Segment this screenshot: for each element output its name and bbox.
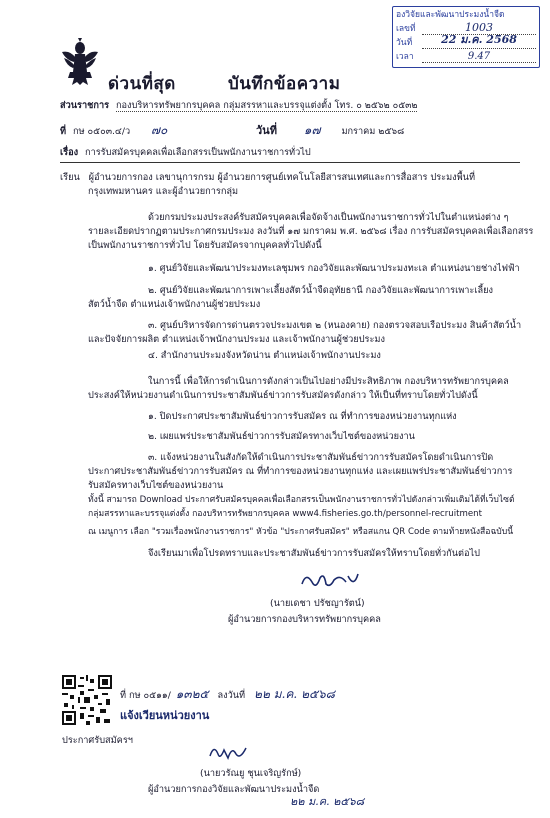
download-line3: ณ เมนูการ เลือก "รวมเรื่องพนักงานราชการ" หัวข้อ "ประกาศรับสมัคร" หรือสแกน QR Code ตามท้ายหนังสือฉบับนี้: [88, 527, 514, 537]
date-rest: มกราคม ๒๕๖๘: [341, 126, 405, 137]
point-1: ๑. ปิดประกาศประชาสัมพันธ์ข่าวการรับสมัคร ณ ที่ทำการของหน่วยงานทุกแห่ง: [148, 411, 457, 422]
qr-caption: ประกาศรับสมัครฯ: [62, 735, 133, 746]
para1-line3: เป็นพนักงานราชการทั่วไป โดยรับสมัครจากบุคคลทั่วไปดังนี้: [88, 240, 322, 251]
to-row: [60, 172, 475, 184]
ref-number: ๗๐: [151, 123, 168, 137]
stamp-receive-label: เลขที่: [396, 24, 416, 34]
point-2: ๒. เผยแพร่ประชาสัมพันธ์ข่าวการรับสมัครทางเว็บไซต์ของหน่วยงาน: [148, 431, 415, 442]
para1-line1: ด้วยกรมประมงประสงค์รับสมัครบุคคลเพื่อจัดจ้างเป็นพนักงานราชการทั่วไปในตำแหน่งต่าง ๆ: [148, 212, 509, 223]
point-3-line3: รับสมัครทางเว็บไซต์ของหน่วยงาน: [88, 480, 224, 491]
signature-2-scribble-icon: [206, 742, 252, 764]
agency-label: ส่วนราชการ: [60, 100, 110, 111]
receiving-stamp: [392, 6, 540, 68]
footer-notify: แจ้งเวียนหน่วยงาน: [120, 709, 210, 722]
item-1: ๑. ศูนย์วิจัยและพัฒนาประมงทะเลชุมพร กองวิจัยและพัฒนาประมงทะเล ตำแหน่งนายช่างไฟฟ้า: [148, 263, 520, 274]
footer-ref-row: [120, 688, 335, 702]
to-line-2: กรุงเทพมหานคร และผู้อำนวยการกลุ่ม: [88, 186, 239, 197]
stamp-time-label: เวลา: [396, 52, 414, 62]
download-line2: กลุ่มสรรหาและบรรจุแต่งตั้ง กองบริหารทรัพยากรบุคคล www4.fisheries.go.th/personnel-recruitment: [88, 509, 482, 519]
signer-2-date: ๒๒ ม.ค. ๒๕๖๘: [290, 795, 365, 808]
stamp-org: องวิจัยและพัฒนาประมงน้ำจืด: [396, 10, 505, 20]
footer-ref-text: ที่ กษ ๐๕๑๑/: [120, 690, 171, 701]
subject-row: [60, 147, 311, 159]
document-type-title: บันทึกข้อความ: [228, 74, 341, 94]
stamp-date-label: วันที่: [396, 38, 413, 48]
garuda-emblem-icon: [60, 38, 100, 86]
ref-value: กษ ๐๕๐๓.๔/ว: [72, 126, 131, 137]
to-label: เรียน: [60, 172, 80, 183]
item-2-line2: สัตว์น้ำจืด ตำแหน่งเจ้าพนักงานผู้ช่วยประมง: [88, 299, 261, 310]
agency-row: [60, 100, 520, 112]
ref-label: ที่: [60, 126, 67, 137]
point-3-line2: ประกาศประชาสัมพันธ์ข่าวการรับสมัคร ณ ที่ทำการของหน่วยงานทุกแห่ง และเผยแพร่ประชาสัมพันธ์ข่าวการ: [88, 466, 513, 477]
footer-ref-hand: ๑๓๒๕: [175, 687, 209, 701]
date-day: ๑๗: [303, 123, 321, 137]
signature-scribble-icon: [296, 568, 366, 594]
para1-line2: รายละเอียดปรากฏตามประกาศกรมประมง ลงวันที่ ๑๗ มกราคม พ.ศ. ๒๕๖๘ เรื่อง การรับสมัครบุคคลเพื่อเลือกสรร: [88, 226, 534, 237]
signer-1-name: (นายเดชา ปรัชญารัตน์): [270, 598, 365, 609]
stamp-date-value: 22 ม.ค. 2568: [422, 30, 536, 49]
item-3-line1: ๓. ศูนย์บริหารจัดการด่านตรวจประมงเขต ๒ (หนองคาย) กองตรวจสอบเรือประมง สินค้าสัตว์น้ำ: [148, 320, 522, 331]
subject-divider: [60, 162, 520, 163]
item-3-line2: และปัจจัยการผลิต ตำแหน่งเจ้าพนักงานประมง และเจ้าพนักงานผู้ช่วยประมง: [88, 334, 385, 345]
download-line1: ทั้งนี้ สามารถ Download ประกาศรับสมัครบุคคลเพื่อเลือกสรรเป็นพนักงานราชการทั่วไปดังกล่าวเพิ่มเติมได้ที่เว็บไซต์: [88, 495, 515, 505]
footer-ref-date: ๒๒ ม.ค. ๒๕๖๘: [254, 687, 335, 701]
para2-line2: ประสงค์ให้หน่วยงานดำเนินการประชาสัมพันธ์ข่าวการรับสมัครดังกล่าว ให้เป็นที่ทราบโดยทั่วไปดังนี้: [88, 390, 478, 401]
date-label: วันที่: [256, 124, 277, 137]
signer-1-title: ผู้อำนวยการกองบริหารทรัพยากรบุคคล: [228, 614, 381, 625]
point-3-line1: ๓. แจ้งหน่วยงานในสังกัดให้ดำเนินการประชาสัมพันธ์ข่าวการรับสมัครโดยดำเนินการปิด: [148, 452, 494, 463]
subject-value: การรับสมัครบุคคลเพื่อเลือกสรรเป็นพนักงานราชการทั่วไป: [85, 147, 311, 158]
para2-line1: ในการนี้ เพื่อให้การดำเนินการดังกล่าวเป็นไปอย่างมีประสิทธิภาพ กองบริหารทรัพยากรบุคคล: [148, 376, 509, 387]
item-4: ๔. สำนักงานประมงจังหวัดน่าน ตำแหน่งเจ้าพนักงานประมง: [148, 350, 381, 361]
closing-line: จึงเรียนมาเพื่อโปรดทราบและประชาสัมพันธ์ข่าวการรับสมัครให้ทราบโดยทั่วกันต่อไป: [148, 548, 480, 559]
item-2-line1: ๒. ศูนย์วิจัยและพัฒนาการเพาะเลี้ยงสัตว์น้ำจืดอุทัยธานี กองวิจัยและพัฒนาการเพาะเลี้ยง: [148, 285, 493, 296]
to-line-1: ผู้อำนวยการกอง เลขานุการกรม ผู้อำนวยการศูนย์เทคโนโลยีสารสนเทศและการสื่อสาร ประมงพื้นที่: [88, 172, 476, 183]
footer-ref-date-label: ลงวันที่: [217, 690, 246, 701]
agency-value: กองบริหารทรัพยากรบุคคล กลุ่มสรรหาและบรรจุแต่งตั้ง โทร. ๐ ๒๕๖๒ ๐๕๓๒: [115, 100, 418, 111]
subject-label: เรื่อง: [60, 147, 79, 158]
qr-code-icon: [62, 675, 112, 725]
signer-2-title: ผู้อำนวยการกองวิจัยและพัฒนาประมงน้ำจืด: [148, 784, 320, 795]
signer-2-name: (นายวรัณยู ชุนเจริญรักษ์): [200, 768, 302, 779]
date-row: [256, 124, 404, 138]
stamp-receive-no: 1003: [422, 21, 536, 35]
stamp-time-value: 9.47: [422, 51, 536, 63]
urgency-label: ด่วนที่สุด: [108, 74, 176, 94]
